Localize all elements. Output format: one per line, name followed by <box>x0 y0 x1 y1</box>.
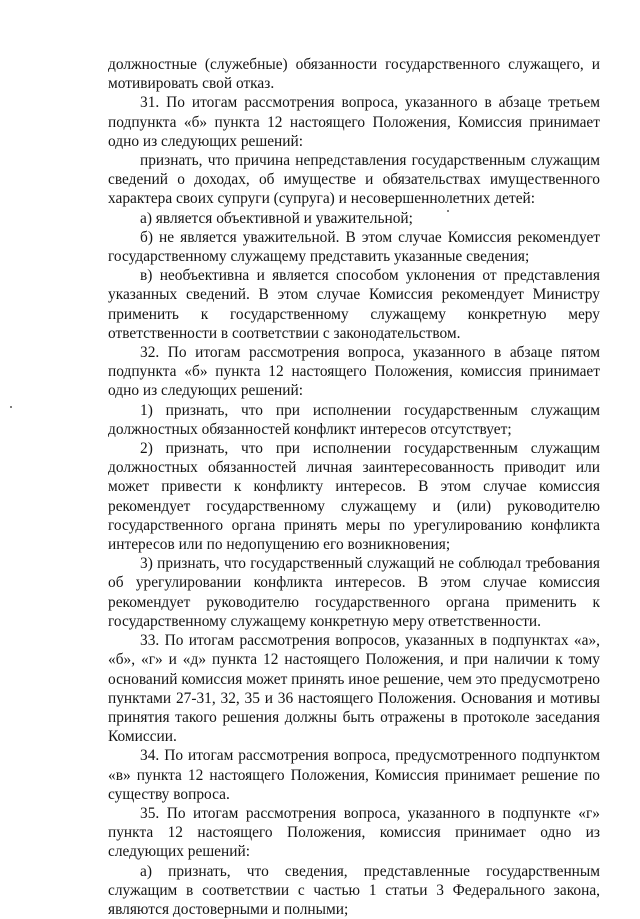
paragraph-35: 35. По итогам рассмотрения вопроса, указанного в подпункте «г» пункта 12 настоящего Положения, комиссия принимает одно из следующих решений: <box>108 804 600 861</box>
paragraph-32-2: 2) признать, что при исполнении государственным служащим должностных обязанностей личная заинтересованность приводит или может привести к конфликту интересов. В этом случае комиссия рекомендует государственному служащему и (или) руководителю государственного органа принять меры по урегулированию конфликта интересов или по недопущению его возникновения; <box>108 440 600 554</box>
paragraph-31: 31. По итогам рассмотрения вопроса, указанного в абзаце третьем подпункта «б» пункта 12 настоящего Положения, Комиссия принимает одно из следующих решений: <box>108 94 600 150</box>
paragraph-31-c: в) необъективна и является способом уклонения от представления указанных сведений. В этом случае Комиссия рекомендует Министру применить к государственному служащему конкретную меру ответственности в соответствии с законодательством. <box>108 267 600 342</box>
paragraph-34: 34. По итогам рассмотрения вопроса, предусмотренного подпунктом «в» пункта 12 настоящего Положения, Комиссия принимает решение по существу вопроса. <box>108 747 600 803</box>
scan-speck <box>447 210 449 212</box>
paragraph-32: 32. По итогам рассмотрения вопроса, указанного в абзаце пятом подпункта «б» пункта 12 настоящего Положения, комиссия принимает одно из следующих решений: <box>108 344 600 400</box>
paragraph-31-a: а) является объективной и уважительной; <box>140 209 413 227</box>
paragraph-31-b: б) не является уважительной. В этом случае Комиссия рекомендует государственному служащему представить указанные сведения; <box>108 228 600 266</box>
scan-speck <box>10 406 12 408</box>
paragraph-32-1: 1) признать, что при исполнении государственным служащим должностных обязанностей конфликт интересов отсутствует; <box>108 401 600 438</box>
paragraph-continuation: должностные (служебные) обязанности государственного служащего, и мотивировать свой отказ. <box>108 56 600 93</box>
paragraph-32-3: 3) признать, что государственный служащий не соблюдал требования об урегулировании конфликта интересов. В этом случае комиссия рекомендует руководителю государственного органа применить к государственному служащему конкретную меру ответственности. <box>108 555 600 630</box>
paragraph-31-intro: признать, что причина непредставления государственным служащим сведений о доходах, об имуществе и обязательствах имущественного характера своих супруги (супруга) и несовершеннолетних детей: <box>108 152 600 208</box>
paragraph-35-a: а) признать, что сведения, представленные государственным служащим в соответствии с частью 1 статьи 3 Федерального закона, являются достоверными и полными; <box>108 862 600 918</box>
paragraph-33: 33. По итогам рассмотрения вопросов, указанных в подпунктах «а», «б», «г» и «д» пункта 12 настоящего Положения, и при наличии к тому оснований комиссия может принять иное решение, чем это предусмотрено пунктами 27-31, 32, 35 и 36 настоящего Положения. Основания и мотивы принятия такого решения должны быть отражены в протоколе заседания Комиссии. <box>108 632 600 746</box>
